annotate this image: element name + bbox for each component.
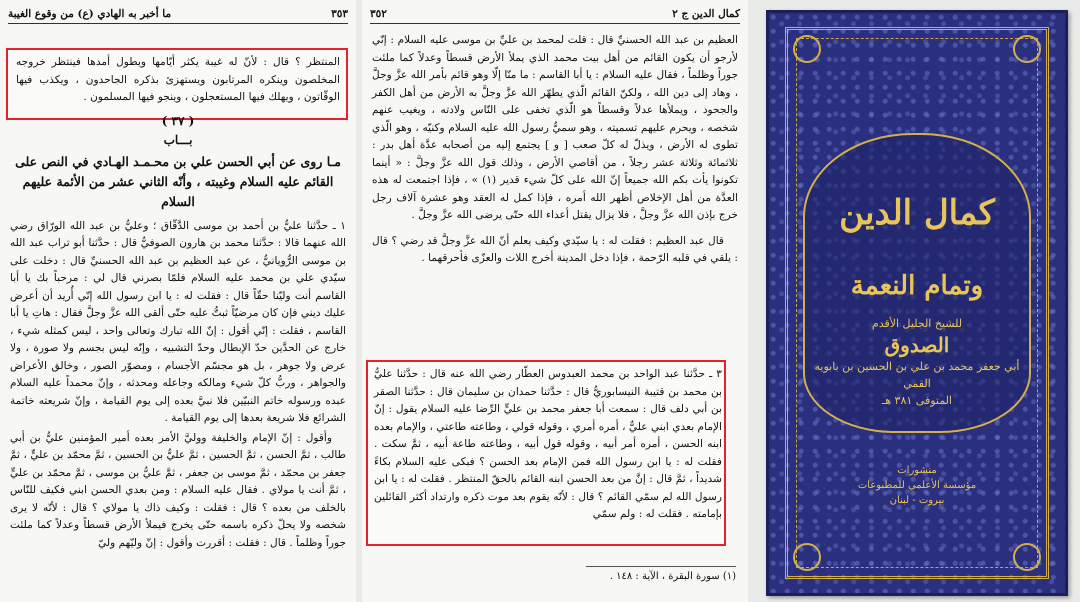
highlighted-passage: ٣ ـ حدَّثنا عبد الواحد بن محمد العبدوس العطّار رضي الله عنه قال : حدَّثنا عليُّ بن محمد بن قتيبة النيسابوريُّ قال : حدَّثنا حمدان بن سليمان قال : حدَّثنا الصقر بن أبي دلف قال : سمعت أبا جعفر محمد بن عليٍّ الرِّضا عليه السلام يقول : إنّ الإمام بعدي ابني عليٌّ ، أمره أمري ، وقوله قولي ، وطاعته طاعتي ، والإمام بعده ابنه الحسن ، أمره أمر أبيه ، وقوله قول أبيه ، وطاعته طاعة أبيه ، ثمَّ سكت . فقلت له : يا ابن رسول الله فمن الإمام بعد الحسن ؟ فبكى عليه السلام بكاءً شديداً ، ثمَّ قال : إنَّ من بعد الحسن ابنه القائم بالحقّ المنتظر . فقلت له : يا ابن رسول الله لم سمّي القائم ؟ قال : لأنّه يقوم بعد موت ذكره وارتداد أكثر القائلين بإمامته . فقلت له : ولم سمّي [374,368,722,520]
running-title: كمال الدين ج ٢ [672,7,740,20]
chapter-number: ( ٣٧ ) [161,113,195,128]
paragraph: ١ ـ حدَّثنا عليُّ بن أحمد بن موسى الدَّقّاق ؛ وعليُّ بن عبد الله الورّاق رضي الله عنهما قالا : حدَّثنا محمد بن هارون الصوفيُّ قال : حدَّثنا أبو تراب عبد الله بن موسى الرُّويانيُّ ، عن عبد العظيم بن عبد الله الحسنيِّ قال : دخلت على سيّدي علي بن محمد عليه السلام فلمّا بصرني قال لي : مرحباً بك يا أبا القاسم أنت وليّنا حقّاً قال : فقلت له : يا ابن رسول الله إنّي أُريد أن أعرض عليك ديني فإن كان مرضيّاً ثبتُّ عليه حتّى ألقى الله عزَّ وجلَّ فقال : هاتِ يا أبا القاسم ، فقلت : إنّي أقول : إنّ الله تبارك وتعالى واحد ، ليس كمثله شيء ، خارج عن الحدَّين حدّ الإبطال وحدّ التشبيه ، وإنّه ليس بجسم ولا صورة ، ولا عرض ولا جوهر ، بل هو مجسّم الأجسام ، ومصوّر الصور ، وخالق الأعراض والجواهر ، وربُّ كلّ شيء ومالكه وجاعله ومحدثه ، وإنّ محمداً عليه السلام عبده ورسوله خاتم النبيّين فلا نبيَّ بعده إلى يوم القيامة ، وإنّ شريعته خاتمة الشرائع فلا شريعة بعدها إلى يوم القيامة . [10,219,346,424]
highlighted-passage: المنتظر ؟ قال : لأنّ له غيبة يكثر أيّامها ويطول أمدها فينتظر خروجه المخلصون وينكره المرتابون ويستهزئ بذكره الجاحدون ، ويكذب فيها الوقّاتون ، ويهلك فيها المستعجلون ، وينجو فيها المسلمون . [16,56,340,103]
author-death-date: المتوفى ٣٨١ هـ [882,394,952,407]
cover-author [813,315,1021,409]
footnote: (١) سورة البقرة ، الآية : ١٤٨ . [586,566,736,582]
publisher-name: مؤسسة الأعلمي للمطبوعات [857,480,977,491]
page-body [10,54,346,554]
author-name: الصدوق [884,333,950,357]
paragraph: وأقول : إنّ الإمام والخليفة ووليَّ الأمر بعده أمير المؤمنين عليُّ بن أبي طالب ، ثمَّ الحسن ، ثمَّ الحسين ، ثمَّ عليُّ بن الحسين ، ثمَّ محمّد بن عليٍّ ، ثمَّ جعفر بن محمّد ، ثمَّ موسى بن جعفر ، ثمَّ عليُّ بن موسى ، ثمَّ محمّد بن عليٍّ ، ثمَّ أنت يا مولاي . فقال عليه السلام : ومن بعدي الحسن ابني فكيف للنّاس بالخلف من بعده ؟ قال : فقلت : وكيف ذاك يا مولاي ؟ قال : لأنّه لا يرى شخصه ولا يحلّ ذكره باسمه حتّى يخرج فيملأ الأرض قسطاً وعدلاً كما ملئت جوراً وظلماً . قال : فقلت : أقررت وأقول : إنّ وليّهم وليّ [10,431,346,549]
book-page-352 [362,0,748,602]
highlighted-passage-wrap [374,366,722,526]
running-head [8,4,348,24]
author-intro: للشيخ الجليل الأقدم [871,317,963,330]
page-body [372,32,738,270]
running-head [370,4,740,24]
corner-ornament-icon [1013,35,1041,63]
paragraph: قال عبد العظيم : فقلت له : يا سيّدي وكيف يعلم أنّ الله عزَّ وجلَّ قد رضي ؟ قال : يلقي في قلبه الرّحمة ، فإذا دخل المدينة أخرج اللات والعزّى فأحرقهما . [372,234,738,264]
corner-ornament-icon [793,35,821,63]
paragraph: العظيم بن عبد الله الحسنيِّ قال : قلت لمحمد بن عليِّ بن موسى عليه السلام : إنّي لأرجو أن يكون القائم من أهل بيت محمد الذي يملأ الأرض قسطاً وعدلاً كما ملئت جوراً وظلماً ، فقال عليه السلام : يا أبا القاسم : ما منّا إلّا وهو قائم بأمر الله عزَّ وجلَّ ، وهاد إلى دين الله ، ولكنّ القائم الّذي يطهّر الله عزَّ وجلَّ به الأرض من أهل الكفر والجحود ، ويملأها عدلاً وقسطاً هو الّذي تخفى على النّاس ولادته ، ويغيب عنهم شخصه ، ويحرم عليهم تسميته ، وهو سميُّ رسول الله عليه السلام وكنيّه ، وهو الّذي تطوى له الأرض ، ويذلّ له كلّ صعب [ و ] يجتمع إليه من أصحابه عدَّة أهل بدر : ثلاثمائة وثلاثة عشر رجلاً ، من أقاصي الأرض ، وذلك قول الله عزَّ وجلَّ : « أينما تكونوا يأت بكم الله جميعاً إنّ الله على كلّ شيء قدير (١) » ، فإذا اجتمعت له هذه العدَّة من أهل الإخلاص أظهر الله أمره ، فإذا كمل له العقد وهو عشرة آلاف رجل خرج بإذن الله عزَّ وجلَّ ، فلا يزال يقتل أعداء الله حتّى يرضى الله عزَّ وجلَّ . [372,34,739,221]
cover-publisher [829,463,1005,508]
running-title: ما أخبر به الهادي (ع) من وقوع الغيبة [8,7,172,20]
page-number: ٣٥٣ [331,7,348,20]
publisher-city: بيروت - لبنان [889,495,945,506]
publisher-intro: منشورات [897,465,937,476]
cover-title: كمال الدين [839,193,995,233]
page-number: ٣٥٢ [370,7,387,20]
corner-ornament-icon [1013,543,1041,571]
chapter-label: بـــاب [163,133,193,147]
book-page-353 [0,0,356,602]
author-full-name: أبي جعفر محمد بن علي بن الحسين بن بابويه القمي [814,360,1020,390]
book-cover [766,10,1068,596]
chapter-title: مـا روى عن أبي الحسن علي بن محـمـد الهـادي في النص على القائم عليه السلام وغيبته ، وأنّه الثاني عشر من الأئمة عليهم السلام [15,153,341,209]
book-cover-panel [754,0,1080,602]
cover-subtitle: وتمام النعمة [850,271,984,301]
corner-ornament-icon [793,543,821,571]
